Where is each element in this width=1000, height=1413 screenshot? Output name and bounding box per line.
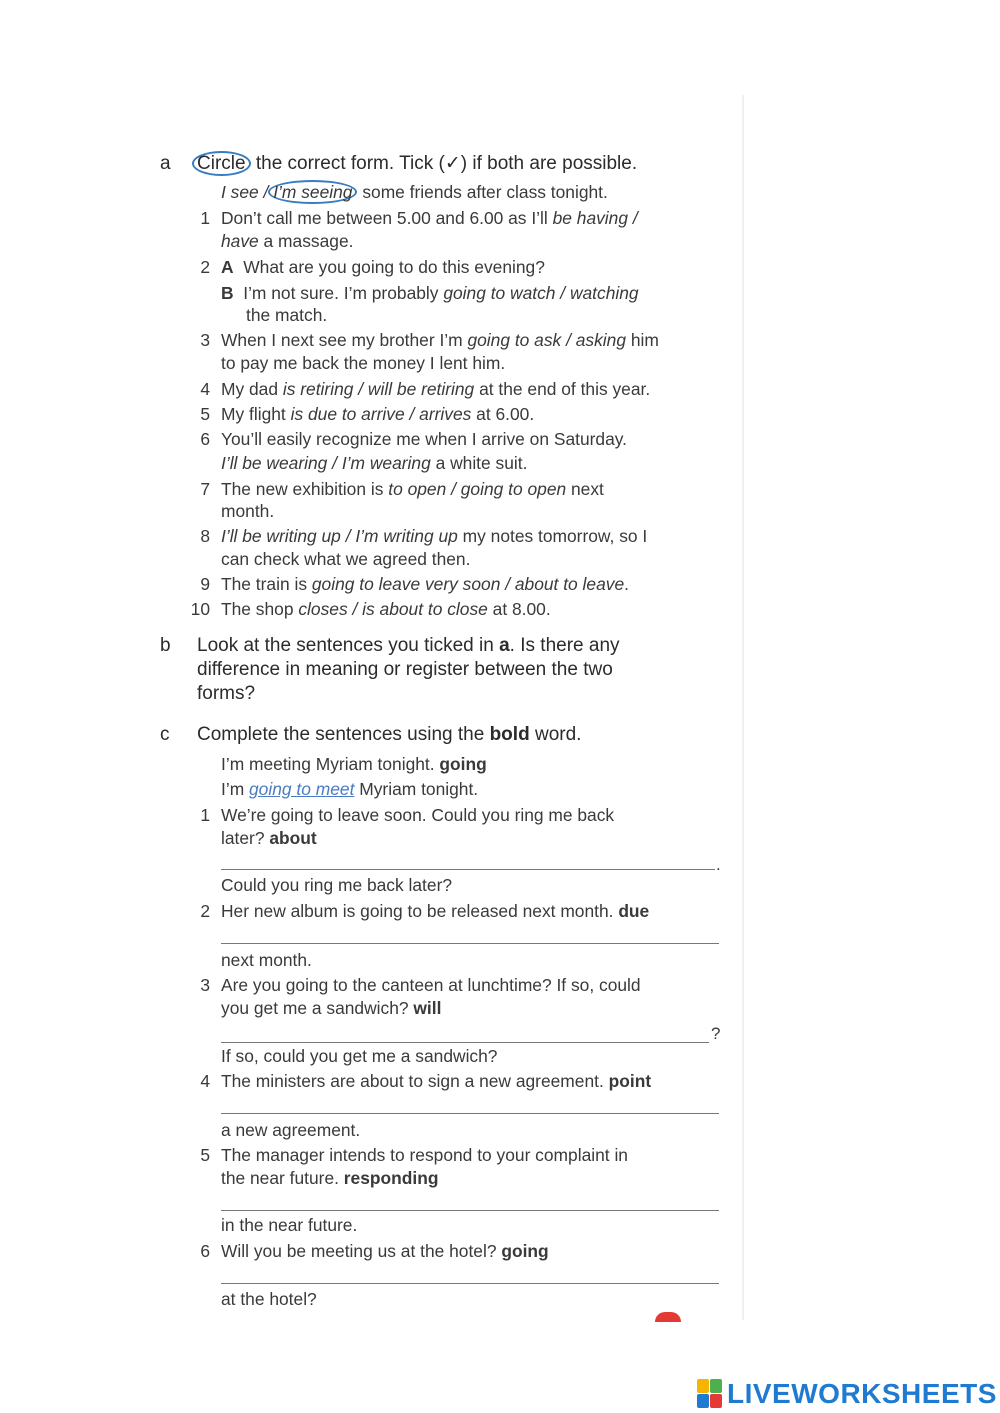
item-text: We’re going to leave soon. Could you ring me back xyxy=(221,805,615,825)
item-text: Don’t call me between 5.00 and 6.00 as I’ll be having / xyxy=(221,208,638,228)
choice-option[interactable]: I’ll be wearing / I’m wearing xyxy=(221,453,431,473)
line-punctuation: . xyxy=(716,855,721,874)
choice-option[interactable]: I’ll be writing up / I’m writing up xyxy=(221,526,458,546)
item-text: have a massage. xyxy=(221,231,354,251)
item-text: The ministers are about to sign a new agreement. point xyxy=(221,1071,652,1091)
item-text: The manager intends to respond to your complaint in xyxy=(221,1145,628,1165)
exercise-letter: b xyxy=(160,635,171,656)
item-number: 6 xyxy=(200,1241,210,1261)
choice-option[interactable]: is retiring / will be retiring xyxy=(282,379,475,399)
item-continuation: next month. xyxy=(221,950,312,970)
exercise-instruction: Complete the sentences using the bold word. xyxy=(197,724,582,745)
example-answer-text: going to meet xyxy=(249,779,355,799)
choice-option[interactable]: going to ask / asking xyxy=(467,330,627,350)
item-text: later? about xyxy=(221,828,317,848)
item-text: The new exhibition is to open / going to open next xyxy=(221,479,604,499)
page-marker-icon xyxy=(655,1312,681,1322)
page-margin-line xyxy=(742,95,744,1320)
item-number: 10 xyxy=(190,599,210,619)
exercise-letter: a xyxy=(160,153,171,174)
item-number: 3 xyxy=(200,975,210,995)
item-number: 4 xyxy=(200,1071,210,1091)
answer-line[interactable] xyxy=(221,1283,719,1284)
item-number: 1 xyxy=(200,805,210,825)
item-text: Are you going to the canteen at lunchtime? If so, could xyxy=(221,975,641,995)
choice-option[interactable]: be having / xyxy=(552,208,638,228)
item-number: 3 xyxy=(200,330,210,350)
answer-line[interactable] xyxy=(221,1113,719,1114)
choice-option[interactable]: is due to arrive / arrives xyxy=(290,404,472,424)
exercise-instruction: Circle the correct form. Tick (✓) if both are possible. xyxy=(197,152,717,176)
item-text: Her new album is going to be released next month. due xyxy=(221,901,650,921)
line-punctuation: ? xyxy=(711,1024,721,1043)
exercise-instruction: Look at the sentences you ticked in a. Is there any difference in meaning or register between the two forms? xyxy=(197,635,620,704)
item-number: 5 xyxy=(200,1145,210,1165)
item-number: 5 xyxy=(200,404,210,424)
item-text: the match. xyxy=(246,305,328,325)
item-text: Will you be meeting us at the hotel? going xyxy=(221,1241,549,1261)
liveworksheets-logo-icon xyxy=(697,1379,723,1409)
choice-option[interactable]: have xyxy=(221,231,259,251)
item-number: 4 xyxy=(200,379,210,399)
liveworksheets-logo[interactable] xyxy=(697,1377,997,1411)
item-text: When I next see my brother I’m going to ask / asking him xyxy=(221,330,659,350)
item-text: The train is going to leave very soon / about to leave. xyxy=(221,574,629,594)
item-number: 8 xyxy=(200,526,210,546)
logo-text: LIVEWORKSHEETS xyxy=(727,1378,997,1409)
choice-option[interactable]: closes / is about to close xyxy=(298,599,488,619)
item-text: month. xyxy=(221,501,275,521)
exercise-letter: c xyxy=(160,724,170,745)
item-text: can check what we agreed then. xyxy=(221,549,471,569)
item-text: A What are you going to do this evening? xyxy=(221,257,545,277)
answer-line[interactable] xyxy=(221,1042,709,1043)
item-text: to pay me back the money I lent him. xyxy=(221,353,506,373)
answer-line[interactable] xyxy=(221,1210,719,1211)
item-number: 9 xyxy=(200,574,210,594)
item-text: B I’m not sure. I’m probably going to watch / watching xyxy=(221,283,639,303)
choice-option[interactable]: going to leave very soon / about to leave xyxy=(311,574,625,594)
circled-word: Circle xyxy=(192,151,251,176)
example-sentence: I’m meeting Myriam tonight. going xyxy=(221,754,487,774)
answer-line[interactable] xyxy=(221,943,719,944)
item-continuation: a new agreement. xyxy=(221,1120,361,1140)
item-text: The shop closes / is about to close at 8.00. xyxy=(221,599,551,619)
example-answer: I’m going to meet Myriam tonight. xyxy=(221,779,479,799)
example-sentence: I see / I’m seeing some friends after class tonight. xyxy=(221,182,608,202)
item-continuation: in the near future. xyxy=(221,1215,358,1235)
circled-answer: I’m seeing xyxy=(268,180,357,204)
item-text: I’ll be writing up / I’m writing up my notes tomorrow, so I xyxy=(221,526,648,546)
item-text: My flight is due to arrive / arrives at 6.00. xyxy=(221,404,535,424)
item-number: 1 xyxy=(200,208,210,228)
item-number: 2 xyxy=(200,257,210,277)
choice-option[interactable]: going to watch / watching xyxy=(443,283,639,303)
item-number: 2 xyxy=(200,901,210,921)
item-number: 6 xyxy=(200,429,210,449)
item-number: 7 xyxy=(200,479,210,499)
choice-option[interactable]: to open / going to open xyxy=(388,479,567,499)
item-continuation: at the hotel? xyxy=(221,1289,317,1309)
item-continuation: Could you ring me back later? xyxy=(221,875,453,895)
item-text: the near future. responding xyxy=(221,1168,439,1188)
item-text: I’ll be wearing / I’m wearing a white suit. xyxy=(221,453,528,473)
item-text: you get me a sandwich? will xyxy=(221,998,442,1018)
item-text: My dad is retiring / will be retiring at the end of this year. xyxy=(221,379,651,399)
answer-line[interactable] xyxy=(221,869,715,870)
item-continuation: If so, could you get me a sandwich? xyxy=(221,1046,498,1066)
item-text: You’ll easily recognize me when I arrive on Saturday. xyxy=(221,429,627,449)
